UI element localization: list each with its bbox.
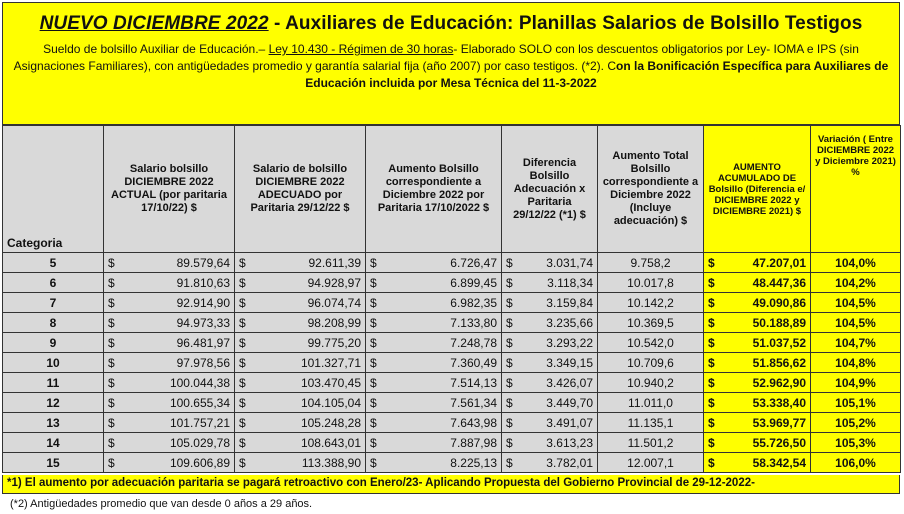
currency-symbol: $	[708, 295, 715, 310]
currency-symbol: $	[708, 395, 715, 410]
cell-diferencia	[502, 453, 598, 473]
cell-variacion: 104,0%	[811, 253, 901, 273]
cell-total: 10.369,5	[598, 313, 704, 333]
cell-total: 11.135,1	[598, 413, 704, 433]
cell-variacion: 106,0%	[811, 453, 901, 473]
header-banner	[2, 2, 900, 125]
currency-symbol: $	[708, 415, 715, 430]
amount: 103.470,45	[300, 375, 361, 390]
page-title	[3, 13, 899, 35]
currency-symbol: $	[239, 435, 246, 450]
currency-symbol: $	[708, 455, 715, 470]
cell-variacion: 104,9%	[811, 373, 901, 393]
cell-total: 12.007,1	[598, 453, 704, 473]
header-aumento: Aumento Bolsillo correspondiente a Diciembre 2022 por Paritaria 17/10/2022 $	[366, 126, 502, 253]
cell-diferencia	[502, 333, 598, 353]
cell-variacion: 104,5%	[811, 293, 901, 313]
table-row	[3, 433, 901, 453]
amount: 47.207,01	[752, 255, 806, 270]
cell-categoria: 15	[3, 453, 104, 473]
table-row	[3, 373, 901, 393]
currency-symbol: $	[708, 435, 715, 450]
cell-variacion: 104,2%	[811, 273, 901, 293]
cell-total: 10.542,0	[598, 333, 704, 353]
amount: 101.757,21	[169, 415, 230, 430]
currency-symbol: $	[239, 395, 246, 410]
currency-symbol: $	[108, 435, 115, 450]
currency-symbol: $	[506, 315, 513, 330]
cell-categoria: 6	[3, 273, 104, 293]
currency-symbol: $	[108, 335, 115, 350]
cell-aumento	[366, 253, 502, 273]
cell-categoria: 14	[3, 433, 104, 453]
currency-symbol: $	[108, 455, 115, 470]
table-row	[3, 253, 901, 273]
cell-adecuado	[235, 373, 366, 393]
amount: 94.973,33	[176, 315, 230, 330]
cell-actual	[104, 413, 235, 433]
currency-symbol: $	[506, 435, 513, 450]
header-categoria: Categoria	[3, 126, 104, 253]
currency-symbol: $	[239, 255, 246, 270]
amount: 6.899,45	[450, 275, 497, 290]
cell-actual	[104, 433, 235, 453]
cell-variacion: 105,1%	[811, 393, 901, 413]
currency-symbol: $	[108, 295, 115, 310]
amount: 7.360,49	[450, 355, 497, 370]
cell-diferencia	[502, 293, 598, 313]
cell-categoria: 7	[3, 293, 104, 313]
currency-symbol: $	[506, 455, 513, 470]
amount: 108.643,01	[300, 435, 361, 450]
amount: 3.031,74	[546, 255, 593, 270]
header-total: Aumento Total Bolsillo correspondiente a Diciembre 2022 (Incluye adecuación) $	[598, 126, 704, 253]
amount: 105.029,78	[169, 435, 230, 450]
cell-diferencia	[502, 433, 598, 453]
currency-symbol: $	[239, 355, 246, 370]
table-row	[3, 273, 901, 293]
currency-symbol: $	[506, 335, 513, 350]
cell-aumento	[366, 453, 502, 473]
currency-symbol: $	[506, 295, 513, 310]
amount: 3.349,15	[546, 355, 593, 370]
amount: 3.613,23	[546, 435, 593, 450]
cell-adecuado	[235, 313, 366, 333]
amount: 96.481,97	[176, 335, 230, 350]
currency-symbol: $	[239, 295, 246, 310]
cell-diferencia	[502, 413, 598, 433]
currency-symbol: $	[370, 315, 377, 330]
cell-categoria: 5	[3, 253, 104, 273]
cell-acumulado	[704, 313, 811, 333]
currency-symbol: $	[108, 355, 115, 370]
currency-symbol: $	[708, 375, 715, 390]
cell-total: 9.758,2	[598, 253, 704, 273]
cell-adecuado	[235, 353, 366, 373]
cell-categoria: 10	[3, 353, 104, 373]
currency-symbol: $	[708, 335, 715, 350]
currency-symbol: $	[370, 415, 377, 430]
cell-adecuado	[235, 273, 366, 293]
cell-actual	[104, 313, 235, 333]
currency-symbol: $	[370, 455, 377, 470]
table-row	[3, 353, 901, 373]
amount: 51.037,52	[752, 335, 806, 350]
cell-actual	[104, 373, 235, 393]
cell-total: 11.501,2	[598, 433, 704, 453]
amount: 50.188,89	[752, 315, 806, 330]
amount: 48.447,36	[752, 275, 806, 290]
currency-symbol: $	[708, 315, 715, 330]
amount: 91.810,63	[176, 275, 230, 290]
cell-variacion: 104,7%	[811, 333, 901, 353]
cell-acumulado	[704, 453, 811, 473]
amount: 96.074,74	[307, 295, 361, 310]
subtitle	[9, 41, 893, 92]
cell-total: 10.940,2	[598, 373, 704, 393]
amount: 8.225,13	[450, 455, 497, 470]
currency-symbol: $	[370, 275, 377, 290]
currency-symbol: $	[370, 395, 377, 410]
header-adecuado: Salario de bolsillo DICIEMBRE 2022 ADECUADO por Paritaria 29/12/22 $	[235, 126, 366, 253]
amount: 58.342,54	[752, 455, 806, 470]
cell-diferencia	[502, 353, 598, 373]
cell-diferencia	[502, 313, 598, 333]
currency-symbol: $	[239, 415, 246, 430]
cell-diferencia	[502, 393, 598, 413]
amount: 101.327,71	[300, 355, 361, 370]
amount: 3.782,01	[546, 455, 593, 470]
cell-aumento	[366, 353, 502, 373]
table-row	[3, 333, 901, 353]
cell-actual	[104, 333, 235, 353]
currency-symbol: $	[708, 275, 715, 290]
cell-acumulado	[704, 393, 811, 413]
table-body	[3, 253, 901, 473]
header-acumulado: AUMENTO ACUMULADO DE Bolsillo (Diferencia e/ DICIEMBRE 2022 y DICIEMBRE 2021) $	[704, 126, 811, 253]
amount: 7.248,78	[450, 335, 497, 350]
amount: 113.388,90	[301, 455, 361, 470]
currency-symbol: $	[108, 315, 115, 330]
cell-diferencia	[502, 273, 598, 293]
amount: 51.856,62	[752, 355, 806, 370]
currency-symbol: $	[370, 295, 377, 310]
cell-acumulado	[704, 413, 811, 433]
subtitle-part-b: - Elaborado SOLO con los descuentos obligatorios por Ley- IOMA e IPS (sin Asignaciones Familiares), con antigüedades promedio y garantía salarial fija (año 2007) por caso testigos. (*2). C	[13, 42, 859, 73]
cell-aumento	[366, 333, 502, 353]
amount: 7.514,13	[450, 375, 497, 390]
amount: 7.561,34	[450, 395, 497, 410]
title-highlight: NUEVO DICIEMBRE 2022	[39, 13, 269, 34]
cell-aumento	[366, 433, 502, 453]
amount: 109.606,89	[169, 455, 230, 470]
salary-table	[2, 125, 901, 473]
cell-acumulado	[704, 293, 811, 313]
cell-aumento	[366, 293, 502, 313]
footnote-2: (*2) Antigüedades promedio que van desde 0 años a 29 años.	[10, 498, 313, 510]
currency-symbol: $	[239, 335, 246, 350]
amount: 3.293,22	[546, 335, 593, 350]
cell-adecuado	[235, 393, 366, 413]
cell-adecuado	[235, 253, 366, 273]
amount: 3.449,70	[546, 395, 593, 410]
cell-actual	[104, 253, 235, 273]
amount: 7.133,80	[450, 315, 497, 330]
cell-actual	[104, 453, 235, 473]
amount: 53.338,40	[752, 395, 806, 410]
currency-symbol: $	[506, 255, 513, 270]
amount: 92.611,39	[308, 255, 361, 270]
currency-symbol: $	[506, 355, 513, 370]
cell-total: 11.011,0	[598, 393, 704, 413]
cell-categoria: 9	[3, 333, 104, 353]
cell-adecuado	[235, 413, 366, 433]
currency-symbol: $	[506, 275, 513, 290]
cell-variacion: 105,3%	[811, 433, 901, 453]
table-row	[3, 453, 901, 473]
cell-diferencia	[502, 373, 598, 393]
currency-symbol: $	[370, 435, 377, 450]
amount: 100.655,34	[169, 395, 230, 410]
cell-aumento	[366, 373, 502, 393]
cell-acumulado	[704, 433, 811, 453]
cell-actual	[104, 353, 235, 373]
amount: 89.579,64	[176, 255, 230, 270]
currency-symbol: $	[108, 275, 115, 290]
cell-aumento	[366, 313, 502, 333]
cell-variacion: 105,2%	[811, 413, 901, 433]
currency-symbol: $	[370, 375, 377, 390]
currency-symbol: $	[239, 375, 246, 390]
cell-acumulado	[704, 273, 811, 293]
cell-categoria: 11	[3, 373, 104, 393]
table-row	[3, 293, 901, 313]
amount: 105.248,28	[300, 415, 361, 430]
amount: 7.887,98	[450, 435, 497, 450]
currency-symbol: $	[239, 275, 246, 290]
currency-symbol: $	[370, 355, 377, 370]
cell-acumulado	[704, 353, 811, 373]
cell-categoria: 12	[3, 393, 104, 413]
cell-diferencia	[502, 253, 598, 273]
cell-actual	[104, 393, 235, 413]
currency-symbol: $	[708, 355, 715, 370]
cell-total: 10.017,8	[598, 273, 704, 293]
currency-symbol: $	[108, 395, 115, 410]
amount: 98.208,99	[307, 315, 361, 330]
cell-adecuado	[235, 293, 366, 313]
currency-symbol: $	[708, 255, 715, 270]
amount: 3.491,07	[546, 415, 593, 430]
currency-symbol: $	[370, 335, 377, 350]
amount: 52.962,90	[752, 375, 806, 390]
amount: 100.044,38	[169, 375, 230, 390]
amount: 3.235,66	[546, 315, 593, 330]
currency-symbol: $	[506, 415, 513, 430]
cell-adecuado	[235, 333, 366, 353]
table-row	[3, 413, 901, 433]
cell-acumulado	[704, 333, 811, 353]
header-variacion: Variación ( Entre DICIEMBRE 2022 y Diciembre 2021) %	[811, 126, 901, 253]
table-row	[3, 313, 901, 333]
cell-adecuado	[235, 433, 366, 453]
currency-symbol: $	[506, 395, 513, 410]
cell-aumento	[366, 393, 502, 413]
cell-actual	[104, 273, 235, 293]
currency-symbol: $	[108, 255, 115, 270]
subtitle-bold: on la Bonificación Específica para Auxiliares de Educación incluida por Mesa Técnica del 11-3-2022	[305, 59, 889, 90]
table-header-row	[3, 126, 901, 253]
cell-acumulado	[704, 253, 811, 273]
cell-variacion: 104,5%	[811, 313, 901, 333]
cell-categoria: 8	[3, 313, 104, 333]
footnote-1: *1) El aumento por adecuación paritaria se pagará retroactivo con Enero/23- Aplicando Propuesta del Gobierno Provincial de 29-12-2022-	[2, 475, 900, 494]
amount: 6.726,47	[450, 255, 497, 270]
cell-acumulado	[704, 373, 811, 393]
cell-variacion: 104,8%	[811, 353, 901, 373]
currency-symbol: $	[239, 455, 246, 470]
cell-adecuado	[235, 453, 366, 473]
currency-symbol: $	[108, 375, 115, 390]
amount: 97.978,56	[176, 355, 230, 370]
cell-aumento	[366, 413, 502, 433]
amount: 104.105,04	[300, 395, 361, 410]
currency-symbol: $	[370, 255, 377, 270]
subtitle-part-a: Sueldo de bolsillo Auxiliar de Educación.–	[43, 42, 269, 56]
amount: 55.726,50	[752, 435, 806, 450]
cell-categoria: 13	[3, 413, 104, 433]
amount: 49.090,86	[752, 295, 806, 310]
header-diferencia: Diferencia Bolsillo Adecuación x Paritaria 29/12/22 (*1) $	[502, 126, 598, 253]
amount: 53.969,77	[752, 415, 806, 430]
amount: 3.118,34	[547, 275, 593, 290]
amount: 94.928,97	[307, 275, 361, 290]
currency-symbol: $	[239, 315, 246, 330]
amount: 99.775,20	[307, 335, 361, 350]
amount: 7.643,98	[450, 415, 497, 430]
cell-aumento	[366, 273, 502, 293]
subtitle-law: Ley 10.430 - Régimen de 30 horas	[268, 42, 454, 56]
cell-total: 10.142,2	[598, 293, 704, 313]
amount: 92.914,90	[176, 295, 230, 310]
currency-symbol: $	[506, 375, 513, 390]
header-actual: Salario bolsillo DICIEMBRE 2022 ACTUAL (por paritaria 17/10/22) $	[104, 126, 235, 253]
amount: 6.982,35	[450, 295, 497, 310]
cell-actual	[104, 293, 235, 313]
title-rest: - Auxiliares de Educación: Planillas Salarios de Bolsillo Testigos	[268, 13, 863, 34]
table-row	[3, 393, 901, 413]
amount: 3.426,07	[546, 375, 593, 390]
cell-total: 10.709,6	[598, 353, 704, 373]
amount: 3.159,84	[546, 295, 593, 310]
currency-symbol: $	[108, 415, 115, 430]
